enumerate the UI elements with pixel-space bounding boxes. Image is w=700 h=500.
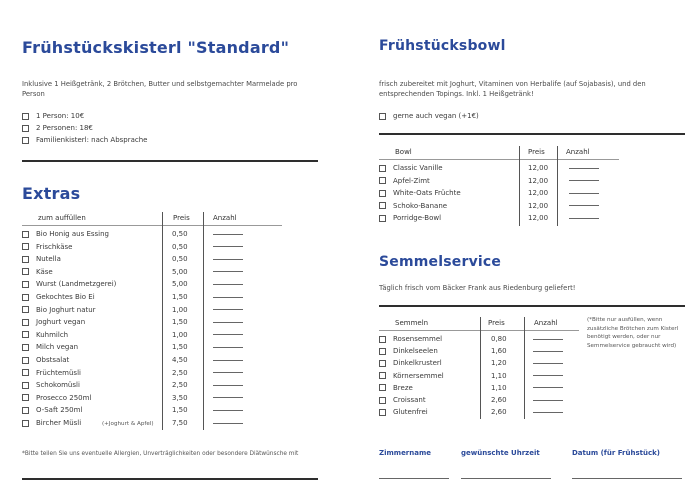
checkbox[interactable] (22, 113, 29, 120)
extras-title: Extras (22, 184, 81, 203)
item-price: 0,50 (172, 255, 188, 264)
item-price: 2,60 (491, 408, 507, 417)
vegan-option[interactable]: gerne auch vegan (+1€) (379, 110, 479, 122)
list-item[interactable] (22, 266, 53, 279)
item-name: Früchtemüsli (36, 368, 81, 377)
item-price: 2,50 (172, 381, 188, 390)
extras-col-item: zum auffüllen (38, 214, 86, 222)
quantity-field[interactable] (569, 175, 599, 188)
item-name: Frischkäse (36, 242, 73, 251)
item-price: 1,00 (172, 330, 188, 339)
semmel-col-item: Semmeln (395, 319, 429, 327)
divider (379, 133, 685, 135)
quantity-field[interactable] (213, 278, 243, 291)
item-name: Glutenfrei (393, 408, 428, 417)
footer-date-field[interactable] (572, 478, 682, 479)
semmel-col-separator (524, 317, 525, 419)
checkbox[interactable] (22, 344, 29, 351)
item-name: Käse (36, 267, 53, 276)
quantity-field[interactable] (213, 266, 243, 279)
bowl-col-separator (557, 146, 558, 226)
bowl-col-separator (519, 146, 520, 226)
quantity-field[interactable] (533, 345, 563, 358)
checkbox[interactable] (22, 394, 29, 401)
item-price: 5,00 (172, 267, 188, 276)
quantity-field[interactable] (213, 341, 243, 354)
checkbox[interactable] (22, 420, 29, 427)
checkbox[interactable] (379, 384, 386, 391)
item-name: Rosensemmel (393, 335, 443, 343)
list-item[interactable] (379, 394, 426, 407)
option-familienkisterl[interactable]: Familienkisterl: nach Absprache (22, 134, 148, 146)
item-price: 0,50 (172, 242, 188, 251)
item-name: Obstsalat (36, 356, 70, 364)
item-name: Classic Vanille (393, 164, 443, 172)
quantity-field[interactable] (213, 228, 243, 241)
list-item[interactable] (379, 357, 442, 370)
item-name: Breze (393, 383, 413, 392)
checkbox[interactable] (22, 382, 29, 389)
checkbox[interactable] (22, 281, 29, 288)
checkbox[interactable] (22, 268, 29, 275)
item-price: 12,00 (528, 164, 549, 172)
footer-time-field[interactable] (461, 478, 551, 479)
item-name: Bircher Müsli (36, 419, 82, 427)
item-price: 12,00 (528, 214, 549, 223)
list-item[interactable] (22, 404, 82, 417)
item-price: 1,50 (172, 293, 188, 301)
checkbox[interactable] (379, 165, 386, 172)
item-name: Körnersemmel (393, 371, 444, 380)
divider (22, 478, 318, 480)
list-item[interactable] (22, 241, 72, 254)
bowl-col-item: Bowl (395, 148, 412, 156)
item-price: 4,50 (172, 356, 188, 364)
quantity-field[interactable] (213, 392, 243, 405)
item-name: Bio Joghurt natur (36, 305, 96, 314)
checkbox[interactable] (22, 125, 29, 132)
quantity-field[interactable] (533, 394, 563, 407)
checkbox[interactable] (379, 215, 386, 222)
quantity-field[interactable] (213, 367, 243, 380)
item-name: White-Oats Früchte (393, 189, 461, 198)
checkbox[interactable] (22, 137, 29, 144)
bowl-header-line (379, 159, 619, 160)
standard-description: Inklusive 1 Heißgetränk, 2 Brötchen, Butter und selbstgemachter Marmelade pro Person (22, 80, 298, 98)
quantity-field[interactable] (213, 316, 243, 329)
item-price: 1,50 (172, 318, 188, 327)
checkbox[interactable] (22, 306, 29, 313)
bowl-description: frisch zubereitet mit Joghurt, Vitaminen von Herbalife (auf Sojabasis), und den entsprechenden Topings. Inkl. 1 Heißgetränk! (379, 80, 646, 98)
checkbox[interactable] (379, 397, 386, 404)
list-item[interactable] (379, 187, 461, 200)
list-item[interactable] (22, 228, 109, 241)
extras-col-separator (203, 212, 204, 430)
bircher-note: (+Joghurt & Apfel) (102, 421, 154, 427)
item-name: Croissant (393, 396, 426, 404)
standard-title: Frühstückskisterl "Standard" (22, 38, 290, 57)
checkbox[interactable] (22, 243, 29, 250)
list-item[interactable] (22, 354, 69, 367)
quantity-field[interactable] (533, 333, 563, 346)
item-price: 1,50 (172, 406, 188, 415)
item-name: Joghurt vegan (36, 318, 86, 327)
footer-date-label: Datum (für Frühstück) (572, 449, 660, 457)
item-name: Gekochtes Bio Ei (36, 293, 95, 301)
checkbox[interactable] (379, 113, 386, 120)
semmel-title: Semmelservice (379, 254, 502, 270)
checkbox[interactable] (379, 177, 386, 184)
quantity-field[interactable] (213, 417, 243, 430)
quantity-field[interactable] (213, 379, 243, 392)
item-price: 12,00 (528, 176, 549, 185)
list-item[interactable] (379, 333, 442, 346)
checkbox[interactable] (22, 231, 29, 238)
list-item[interactable] (22, 316, 85, 329)
checkbox[interactable] (22, 407, 29, 414)
bowl-col-price: Preis (528, 148, 545, 156)
item-name: Schoko-Banane (393, 201, 448, 210)
semmel-note: (*Bitte nur ausfüllen, wenn zusätzliche Brötchen zum Kisterl benötigt werden, oder nur Semmelservice gebraucht wird) (587, 317, 679, 349)
list-item[interactable] (379, 382, 413, 395)
footer-room-field[interactable] (379, 478, 449, 479)
quantity-field[interactable] (569, 212, 599, 225)
semmel-header-line (379, 330, 579, 331)
semmel-col-price: Preis (488, 319, 505, 327)
item-price: 1,10 (491, 383, 507, 392)
list-item[interactable] (22, 417, 81, 430)
list-item[interactable] (379, 162, 443, 175)
list-item[interactable] (22, 392, 91, 405)
divider (22, 160, 318, 162)
extras-header-line (22, 225, 282, 226)
item-name: Wurst (Landmetzgerei) (36, 280, 117, 289)
item-price: 2,50 (172, 368, 188, 377)
checkbox[interactable] (379, 409, 386, 416)
list-item[interactable] (22, 341, 78, 354)
list-item[interactable] (379, 370, 444, 383)
item-name: Prosecco 250ml (36, 393, 92, 402)
divider (379, 305, 685, 307)
semmel-col-qty: Anzahl (534, 319, 558, 327)
semmel-col-separator (480, 317, 481, 419)
quantity-field[interactable] (213, 304, 243, 317)
item-price: 5,00 (172, 280, 188, 289)
item-name: Nutella (36, 255, 61, 264)
quantity-field[interactable] (213, 291, 243, 304)
item-price: 1,50 (172, 343, 188, 352)
item-price: 0,50 (172, 230, 188, 238)
quantity-field[interactable] (213, 241, 243, 254)
quantity-field[interactable] (533, 370, 563, 383)
standard-options (22, 110, 148, 146)
checkbox[interactable] (22, 357, 29, 364)
item-name: Dinkelkrusterl (393, 359, 442, 368)
checkbox[interactable] (379, 348, 386, 355)
checkbox[interactable] (22, 331, 29, 338)
list-item[interactable] (22, 379, 80, 392)
list-item[interactable] (22, 304, 96, 317)
checkbox[interactable] (379, 336, 386, 343)
semmel-description: Täglich frisch vom Bäcker Frank aus Riedenburg geliefert! (379, 284, 576, 292)
quantity-field[interactable] (569, 187, 599, 200)
item-price: 2,60 (491, 396, 507, 404)
checkbox[interactable] (22, 294, 29, 301)
checkbox[interactable] (22, 369, 29, 376)
checkbox[interactable] (379, 360, 386, 367)
checkbox[interactable] (379, 190, 386, 197)
quantity-field[interactable] (533, 406, 563, 419)
quantity-field[interactable] (569, 162, 599, 175)
quantity-field[interactable] (533, 382, 563, 395)
footer-time-label: gewünschte Uhrzeit (461, 449, 540, 457)
item-name: Dinkelseelen (393, 347, 438, 356)
checkbox[interactable] (22, 319, 29, 326)
bowl-title: Frühstücksbowl (379, 38, 506, 54)
extras-footnote: *Bitte teilen Sie uns eventuelle Allergien, Unverträglichkeiten oder besondere Diätwünsche mit (22, 451, 299, 457)
item-price: 1,60 (491, 347, 507, 356)
list-item[interactable] (379, 212, 441, 225)
item-price: 12,00 (528, 189, 549, 198)
checkbox[interactable] (379, 202, 386, 209)
bowl-col-qty: Anzahl (566, 148, 590, 156)
quantity-field[interactable] (569, 200, 599, 213)
list-item[interactable] (22, 367, 81, 380)
quantity-field[interactable] (213, 253, 243, 266)
item-price: 1,00 (172, 305, 188, 314)
item-price: 7,50 (172, 419, 188, 427)
checkbox[interactable] (379, 372, 386, 379)
list-item[interactable] (379, 200, 447, 213)
extras-col-qty: Anzahl (213, 214, 237, 222)
list-item[interactable] (22, 253, 61, 266)
item-name: Kuhmilch (36, 330, 69, 339)
list-item[interactable] (379, 175, 430, 188)
item-name: Porridge-Bowl (393, 214, 442, 223)
item-name: Milch vegan (36, 343, 79, 352)
option-1-person[interactable]: 1 Person: 10€ (22, 110, 148, 122)
quantity-field[interactable] (533, 357, 563, 370)
item-name: Apfel-Zimt (393, 176, 430, 185)
footer-room-label: Zimmername (379, 449, 432, 457)
extras-col-separator (162, 212, 163, 430)
item-price: 0,80 (491, 335, 507, 343)
list-item[interactable] (379, 345, 438, 358)
item-name: Schokomüsli (36, 381, 80, 390)
list-item[interactable] (22, 329, 68, 342)
quantity-field[interactable] (213, 404, 243, 417)
item-price: 3,50 (172, 393, 188, 402)
checkbox[interactable] (22, 256, 29, 263)
item-name: Bio Honig aus Essing (36, 230, 109, 238)
list-item[interactable] (22, 291, 95, 304)
quantity-field[interactable] (213, 354, 243, 367)
item-price: 1,10 (491, 371, 507, 380)
option-2-personen[interactable]: 2 Personen: 18€ (22, 122, 148, 134)
extras-col-price: Preis (173, 214, 190, 222)
quantity-field[interactable] (213, 329, 243, 342)
item-name: O-Saft 250ml (36, 406, 83, 415)
item-price: 12,00 (528, 201, 549, 210)
item-price: 1,20 (491, 359, 507, 368)
list-item[interactable] (379, 406, 428, 419)
list-item[interactable] (22, 278, 116, 291)
